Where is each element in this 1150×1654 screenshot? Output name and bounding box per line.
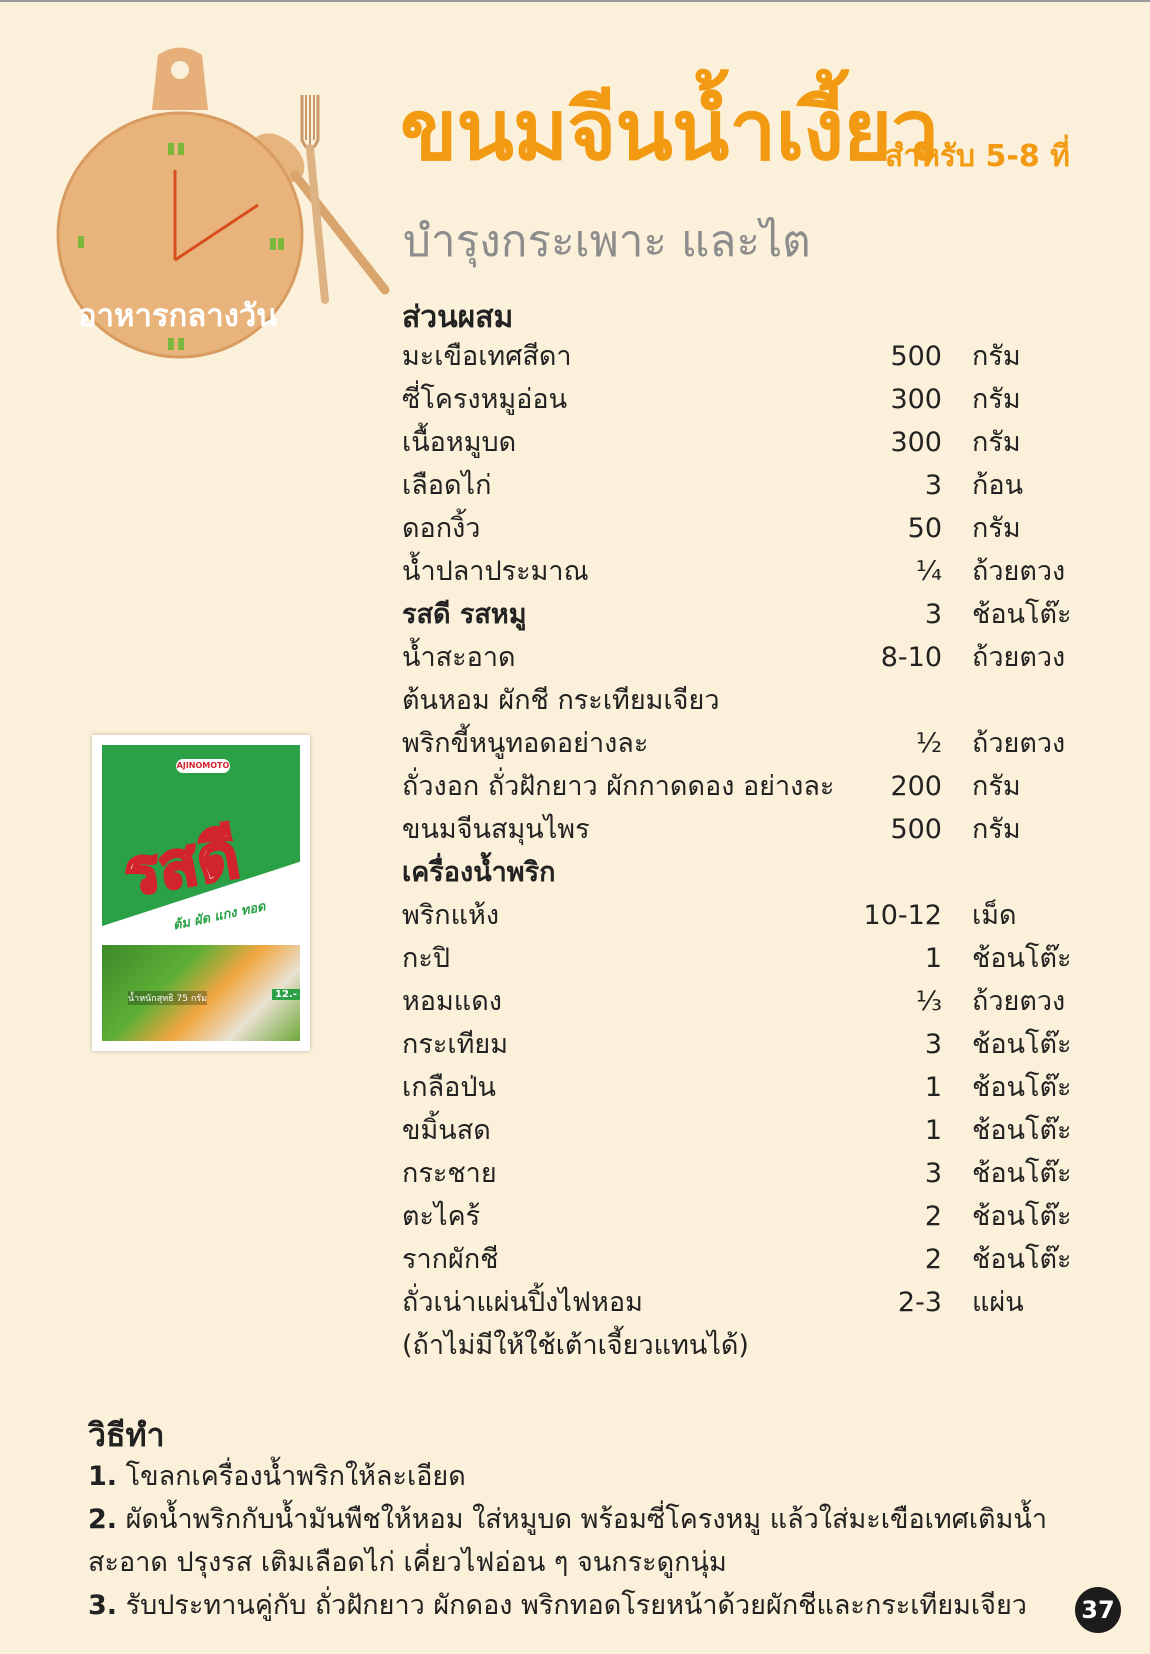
step-number: 2. [88, 1504, 118, 1535]
serving-size: สำหรับ 5-8 ที่ [885, 139, 1070, 174]
ingredient-name: รากผักชี [402, 1244, 499, 1275]
ingredient-name: เครื่องน้ำพริก [402, 857, 556, 888]
ingredient-unit: แผ่น [972, 1287, 1024, 1318]
ingredient-name: กะปิ [402, 943, 450, 974]
method-step [88, 1455, 1088, 1498]
ingredient-quantity: 1 [924, 1115, 942, 1146]
ingredient-name: หอมแดง [402, 986, 502, 1017]
ingredient-unit: ถ้วยตวง [972, 642, 1066, 673]
ingredients-list [402, 335, 1102, 1367]
ingredient-row [402, 1152, 1102, 1195]
ingredient-unit: ช้อนโต๊ะ [972, 1029, 1072, 1060]
step-number: 3. [88, 1590, 118, 1621]
method-step [88, 1584, 1088, 1627]
page-number-badge: 37 [1075, 1587, 1121, 1633]
ingredient-row [402, 378, 1102, 421]
ingredient-unit: ช้อนโต๊ะ [972, 1072, 1072, 1103]
method-heading: วิธีทำ [88, 1416, 165, 1454]
top-border [0, 0, 1150, 2]
ingredient-row [402, 722, 1102, 765]
ingredient-quantity: 300 [890, 384, 942, 415]
ingredient-row [402, 937, 1102, 980]
ingredient-name: ต้นหอม ผักชี กระเทียมเจียว [402, 685, 720, 716]
ingredient-row [402, 1238, 1102, 1281]
method-steps [88, 1455, 1088, 1627]
ingredient-unit: ก้อน [972, 470, 1024, 501]
ingredients-heading: ส่วนผสม [402, 300, 514, 335]
brand-logo: รสดี [118, 818, 245, 912]
ingredient-row [402, 1281, 1102, 1324]
ingredient-row [402, 1023, 1102, 1066]
ingredient-name: พริกแห้ง [402, 900, 500, 931]
step-text: ผัดน้ำพริกกับน้ำมันพืชให้หอม ใส่หมูบด พร้อมซี่โครงหมู แล้วใส่มะเขือเทศเติมน้ำสะอาด ปรุงรส เติมเลือดไก่ เคี่ยวไฟอ่อน ๆ จนกระดูกนุ่ม [88, 1504, 1048, 1578]
ingredient-unit: ช้อนโต๊ะ [972, 1201, 1072, 1232]
ingredient-row [402, 894, 1102, 937]
ingredient-row [402, 1066, 1102, 1109]
ingredient-name: เกลือป่น [402, 1072, 496, 1103]
ingredient-name: กระชาย [402, 1158, 497, 1189]
ingredient-name: น้ำปลาประมาณ [402, 556, 589, 587]
ingredient-unit: ช้อนโต๊ะ [972, 943, 1072, 974]
net-weight: น้ำหนักสุทธิ 75 กรัม [128, 991, 207, 1005]
ingredient-quantity: 2 [924, 1244, 942, 1275]
ingredient-quantity: 50 [907, 513, 942, 544]
ingredient-unit: ถ้วยตวง [972, 556, 1066, 587]
ingredient-quantity: 1 [924, 1072, 942, 1103]
cutting-board-clock-illustration [40, 40, 420, 400]
ingredient-unit: กรัม [972, 513, 1021, 544]
ingredient-row [402, 765, 1102, 808]
ingredient-name: ดอกงิ้ว [402, 513, 481, 544]
ingredient-name: เนื้อหมูบด [402, 427, 517, 458]
category-label: อาหารกลางวัน [78, 298, 278, 334]
ingredient-row [402, 980, 1102, 1023]
ingredient-quantity: ⅓ [915, 986, 942, 1017]
ingredient-row [402, 851, 1102, 894]
ingredient-quantity: 10-12 [863, 900, 942, 931]
ingredient-row [402, 464, 1102, 507]
step-number: 1. [88, 1461, 118, 1492]
ingredient-quantity: ½ [915, 728, 942, 759]
ingredient-name: ขนมจีนสมุนไพร [402, 814, 590, 845]
product-package-image [92, 735, 310, 1051]
ingredient-quantity: 500 [890, 814, 942, 845]
ingredient-row [402, 421, 1102, 464]
ingredient-name: ตะไคร้ [402, 1201, 481, 1232]
ingredient-unit: เม็ด [972, 900, 1017, 931]
wooden-fork-icon [302, 95, 325, 300]
ingredient-unit: ช้อนโต๊ะ [972, 1158, 1072, 1189]
ingredient-row [402, 679, 1102, 722]
ingredient-unit: ช้อนโต๊ะ [972, 1244, 1072, 1275]
ingredient-quantity: 500 [890, 341, 942, 372]
ingredient-name: ขมิ้นสด [402, 1115, 491, 1146]
ingredient-unit: ถ้วยตวง [972, 986, 1066, 1017]
ingredient-name: มะเขือเทศสีดา [402, 341, 572, 372]
price-badge: 12.- [272, 989, 300, 1000]
ingredient-quantity: 200 [890, 771, 942, 802]
ingredient-unit: ถ้วยตวง [972, 728, 1066, 759]
ingredient-quantity: 1 [924, 943, 942, 974]
ingredient-quantity: 8-10 [880, 642, 942, 673]
ingredient-name: น้ำสะอาด [402, 642, 516, 673]
ingredient-quantity: 2-3 [897, 1287, 942, 1318]
ingredient-row [402, 507, 1102, 550]
ingredient-unit: กรัม [972, 427, 1021, 458]
ingredient-name: ถั่วเน่าแผ่นปิ้งไฟหอม [402, 1287, 643, 1318]
ingredient-quantity: ¼ [915, 556, 942, 587]
ingredient-name: ถั่วงอก ถั่วฝักยาว ผักกาดดอง อย่างละ [402, 771, 835, 802]
ingredient-row [402, 550, 1102, 593]
ingredient-quantity: 3 [924, 470, 942, 501]
ingredient-quantity: 300 [890, 427, 942, 458]
ingredient-quantity: 3 [924, 1029, 942, 1060]
step-text: โขลกเครื่องน้ำพริกให้ละเอียด [117, 1461, 466, 1492]
ingredient-quantity: 2 [924, 1201, 942, 1232]
ingredient-row [402, 1109, 1102, 1152]
ingredient-unit: กรัม [972, 771, 1021, 802]
ingredient-row [402, 1324, 1102, 1367]
ingredient-unit: กรัม [972, 341, 1021, 372]
ingredient-row [402, 1195, 1102, 1238]
ingredient-row [402, 335, 1102, 378]
ingredient-unit: กรัม [972, 814, 1021, 845]
ingredient-unit: ช้อนโต๊ะ [972, 599, 1072, 630]
method-step [88, 1498, 1088, 1584]
maker-logo: AJINOMOTO [176, 759, 230, 773]
ingredient-unit: ช้อนโต๊ะ [972, 1115, 1072, 1146]
ingredient-name: (ถ้าไม่มีให้ใช้เต้าเจี้ยวแทนได้) [402, 1330, 749, 1361]
ingredient-name: เลือดไก่ [402, 470, 492, 501]
ingredient-name: พริกขี้หนูทอดอย่างละ [402, 728, 649, 759]
recipe-title: ขนมจีนน้ำเงี้ยว [400, 81, 938, 179]
ingredient-row [402, 593, 1102, 636]
ingredient-unit: กรัม [972, 384, 1021, 415]
ingredient-quantity: 3 [924, 1158, 942, 1189]
ingredient-name: รสดี รสหมู [402, 599, 527, 630]
ingredient-row [402, 636, 1102, 679]
ingredient-quantity: 3 [924, 599, 942, 630]
recipe-subtitle: บำรุงกระเพาะ และไต [403, 216, 811, 267]
ingredient-row [402, 808, 1102, 851]
step-text: รับประทานคู่กับ ถั่วฝักยาว ผักดอง พริกทอดโรยหน้าด้วยผักชีและกระเทียมเจียว [117, 1590, 1027, 1621]
ingredient-name: ซี่โครงหมูอ่อน [402, 384, 568, 415]
ingredient-name: กระเทียม [402, 1029, 508, 1060]
product-tagline: ต้ม ผัด แกง ทอด [171, 899, 267, 934]
